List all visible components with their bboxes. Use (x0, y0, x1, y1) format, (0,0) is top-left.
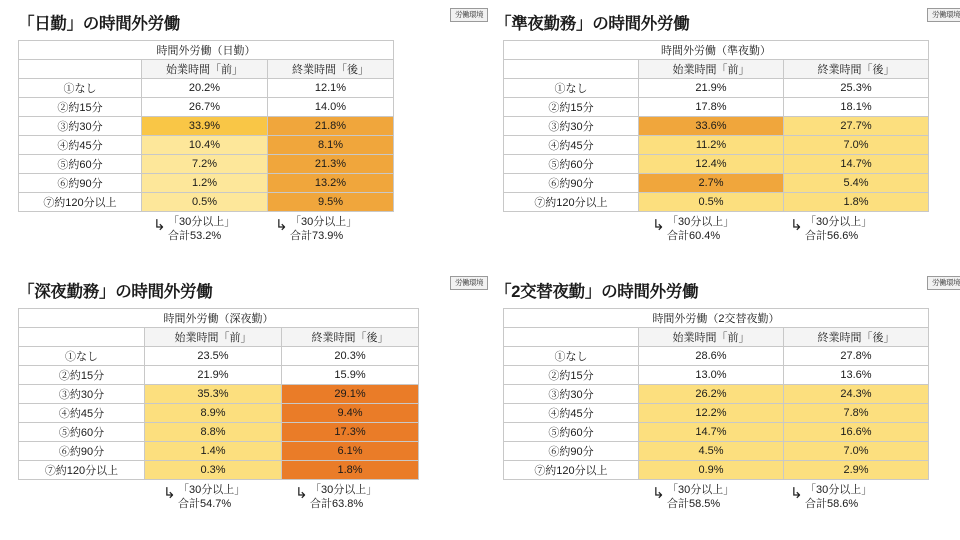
chart-block-junyakin (495, 10, 960, 254)
summary-value: 合計58.6% (805, 497, 859, 510)
cell-after: 9.4% (282, 404, 419, 423)
summary-row (18, 214, 488, 254)
cell-after: 29.1% (282, 385, 419, 404)
summary-before (153, 216, 236, 244)
summary-before (652, 216, 735, 244)
row-label: ⑥約90分 (19, 174, 142, 193)
chart-title: 「深夜勤務」の時間外労働 (18, 283, 213, 301)
cell-after: 21.8% (268, 117, 394, 136)
row-label: ⑤約60分 (504, 423, 639, 442)
row-label: ⑦約120分以上 (504, 461, 639, 480)
table-row (19, 404, 419, 423)
cell-after: 20.3% (282, 347, 419, 366)
cell-before: 8.8% (145, 423, 282, 442)
row-label: ④約45分 (19, 136, 142, 155)
data-table (503, 308, 929, 480)
column-header-after: 終業時間「後」 (784, 60, 929, 79)
cell-before: 13.0% (639, 366, 784, 385)
column-header-before: 始業時間「前」 (639, 60, 784, 79)
row-label: ⑦約120分以上 (19, 461, 145, 480)
cell-after: 7.0% (784, 442, 929, 461)
table-caption-row (19, 309, 419, 328)
summary-before (652, 484, 735, 512)
cell-after: 14.7% (784, 155, 929, 174)
summary-label: 「30分以上」 (667, 484, 735, 496)
summary-label: 「30分以上」 (178, 484, 246, 496)
row-label: ①なし (19, 79, 142, 98)
cell-after: 7.8% (784, 404, 929, 423)
table-row (504, 366, 929, 385)
cell-before: 4.5% (639, 442, 784, 461)
cell-before: 8.9% (145, 404, 282, 423)
cell-before: 7.2% (142, 155, 268, 174)
table-row (19, 136, 394, 155)
table-caption-row (504, 41, 929, 60)
cell-before: 21.9% (145, 366, 282, 385)
row-label: ②約15分 (504, 98, 639, 117)
corner-cell (19, 60, 142, 79)
row-label: ②約15分 (19, 366, 145, 385)
cell-after: 1.8% (282, 461, 419, 480)
summary-after (295, 484, 378, 512)
table-row (504, 117, 929, 136)
table-row (19, 423, 419, 442)
cell-after: 8.1% (268, 136, 394, 155)
row-label: ⑥約90分 (504, 442, 639, 461)
chart-header (495, 10, 960, 36)
cell-before: 35.3% (145, 385, 282, 404)
cell-before: 12.2% (639, 404, 784, 423)
cell-after: 14.0% (268, 98, 394, 117)
row-label: ⑦約120分以上 (19, 193, 142, 212)
row-label: ③約30分 (19, 117, 142, 136)
arrow-icon: ↳ (163, 484, 176, 502)
cell-after: 24.3% (784, 385, 929, 404)
row-label: ⑥約90分 (504, 174, 639, 193)
cell-before: 1.4% (145, 442, 282, 461)
cell-before: 26.2% (639, 385, 784, 404)
cell-after: 12.1% (268, 79, 394, 98)
table-row (504, 79, 929, 98)
table-row (504, 423, 929, 442)
summary-value: 合計54.7% (178, 497, 232, 510)
summary-label: 「30分以上」 (290, 216, 358, 228)
category-tag: 労働環境 (927, 276, 960, 290)
cell-before: 20.2% (142, 79, 268, 98)
table-row (504, 461, 929, 480)
data-table (18, 40, 394, 212)
cell-before: 28.6% (639, 347, 784, 366)
table-row (19, 98, 394, 117)
corner-cell (504, 60, 639, 79)
summary-value: 合計58.5% (667, 497, 721, 510)
arrow-icon: ↳ (295, 484, 308, 502)
table-row (504, 155, 929, 174)
cell-after: 5.4% (784, 174, 929, 193)
category-tag: 労働環境 (927, 8, 960, 22)
summary-row (18, 482, 488, 522)
table-caption-row (19, 41, 394, 60)
table-row (19, 155, 394, 174)
cell-after: 1.8% (784, 193, 929, 212)
summary-label: 「30分以上」 (168, 216, 236, 228)
table-row (19, 193, 394, 212)
cell-after: 27.8% (784, 347, 929, 366)
summary-value: 合計73.9% (290, 229, 344, 242)
cell-before: 23.5% (145, 347, 282, 366)
table-caption-row (504, 309, 929, 328)
chart-title: 「2交替夜勤」の時間外労働 (495, 283, 699, 301)
cell-before: 10.4% (142, 136, 268, 155)
table-row (504, 174, 929, 193)
arrow-icon: ↳ (790, 484, 803, 502)
row-label: ⑤約60分 (19, 155, 142, 174)
category-tag: 労働環境 (450, 276, 488, 290)
table-row (19, 461, 419, 480)
summary-label: 「30分以上」 (667, 216, 735, 228)
summary-after (275, 216, 358, 244)
summary-after (790, 484, 873, 512)
summary-row (495, 214, 960, 254)
cell-after: 18.1% (784, 98, 929, 117)
corner-cell (504, 328, 639, 347)
row-label: ①なし (19, 347, 145, 366)
cell-after: 17.3% (282, 423, 419, 442)
row-label: ④約45分 (504, 136, 639, 155)
cell-before: 0.5% (639, 193, 784, 212)
cell-after: 13.2% (268, 174, 394, 193)
chart-block-nikkin (18, 10, 488, 254)
cell-before: 0.5% (142, 193, 268, 212)
cell-before: 33.9% (142, 117, 268, 136)
summary-label: 「30分以上」 (805, 484, 873, 496)
cell-after: 13.6% (784, 366, 929, 385)
row-label: ④約45分 (19, 404, 145, 423)
chart-header (18, 278, 488, 304)
column-header-before: 始業時間「前」 (145, 328, 282, 347)
chart-title: 「準夜勤務」の時間外労働 (495, 15, 690, 33)
column-header-after: 終業時間「後」 (268, 60, 394, 79)
table-row (504, 193, 929, 212)
data-table (503, 40, 929, 212)
column-header-after: 終業時間「後」 (784, 328, 929, 347)
row-label: ①なし (504, 79, 639, 98)
row-label: ③約30分 (504, 385, 639, 404)
category-tag: 労働環境 (450, 8, 488, 22)
table-header-row (19, 60, 394, 79)
arrow-icon: ↳ (652, 484, 665, 502)
column-header-after: 終業時間「後」 (282, 328, 419, 347)
cell-after: 21.3% (268, 155, 394, 174)
row-label: ⑦約120分以上 (504, 193, 639, 212)
table-row (504, 385, 929, 404)
row-label: ④約45分 (504, 404, 639, 423)
table-caption: 時間外労働（深夜勤） (19, 309, 419, 328)
row-label: ⑤約60分 (504, 155, 639, 174)
arrow-icon: ↳ (153, 216, 166, 234)
chart-block-shinyakin (18, 278, 488, 522)
cell-after: 9.5% (268, 193, 394, 212)
summary-label: 「30分以上」 (310, 484, 378, 496)
cell-before: 33.6% (639, 117, 784, 136)
cell-before: 0.3% (145, 461, 282, 480)
cell-before: 17.8% (639, 98, 784, 117)
row-label: ①なし (504, 347, 639, 366)
summary-value: 合計63.8% (310, 497, 364, 510)
table-header-row (504, 60, 929, 79)
row-label: ②約15分 (19, 98, 142, 117)
arrow-icon: ↳ (790, 216, 803, 234)
table-row (19, 442, 419, 461)
table-caption: 時間外労働（準夜勤） (504, 41, 929, 60)
summary-value: 合計60.4% (667, 229, 721, 242)
corner-cell (19, 328, 145, 347)
cell-after: 7.0% (784, 136, 929, 155)
table-header-row (504, 328, 929, 347)
table-row (19, 79, 394, 98)
summary-label: 「30分以上」 (805, 216, 873, 228)
table-caption: 時間外労働（2交替夜勤） (504, 309, 929, 328)
table-row (19, 385, 419, 404)
cell-before: 11.2% (639, 136, 784, 155)
summary-value: 合計56.6% (805, 229, 859, 242)
cell-after: 16.6% (784, 423, 929, 442)
cell-before: 1.2% (142, 174, 268, 193)
table-row (504, 98, 929, 117)
cell-before: 2.7% (639, 174, 784, 193)
arrow-icon: ↳ (275, 216, 288, 234)
row-label: ⑤約60分 (19, 423, 145, 442)
chart-header (18, 10, 488, 36)
cell-before: 26.7% (142, 98, 268, 117)
cell-after: 15.9% (282, 366, 419, 385)
cell-after: 25.3% (784, 79, 929, 98)
table-row (19, 366, 419, 385)
table-row (19, 117, 394, 136)
column-header-before: 始業時間「前」 (142, 60, 268, 79)
cell-after: 6.1% (282, 442, 419, 461)
row-label: ③約30分 (19, 385, 145, 404)
table-caption: 時間外労働（日勤） (19, 41, 394, 60)
cell-after: 2.9% (784, 461, 929, 480)
summary-after (790, 216, 873, 244)
chart-title: 「日勤」の時間外労働 (18, 15, 181, 33)
arrow-icon: ↳ (652, 216, 665, 234)
table-row (19, 174, 394, 193)
summary-row (495, 482, 960, 522)
row-label: ⑥約90分 (19, 442, 145, 461)
cell-before: 12.4% (639, 155, 784, 174)
row-label: ③約30分 (504, 117, 639, 136)
chart-block-nikoutai (495, 278, 960, 522)
summary-value: 合計53.2% (168, 229, 222, 242)
cell-before: 21.9% (639, 79, 784, 98)
table-row (504, 347, 929, 366)
data-table (18, 308, 419, 480)
cell-before: 0.9% (639, 461, 784, 480)
table-header-row (19, 328, 419, 347)
table-row (504, 136, 929, 155)
table-row (19, 347, 419, 366)
summary-before (163, 484, 246, 512)
row-label: ②約15分 (504, 366, 639, 385)
cell-after: 27.7% (784, 117, 929, 136)
cell-before: 14.7% (639, 423, 784, 442)
table-row (504, 404, 929, 423)
chart-header (495, 278, 960, 304)
column-header-before: 始業時間「前」 (639, 328, 784, 347)
table-row (504, 442, 929, 461)
